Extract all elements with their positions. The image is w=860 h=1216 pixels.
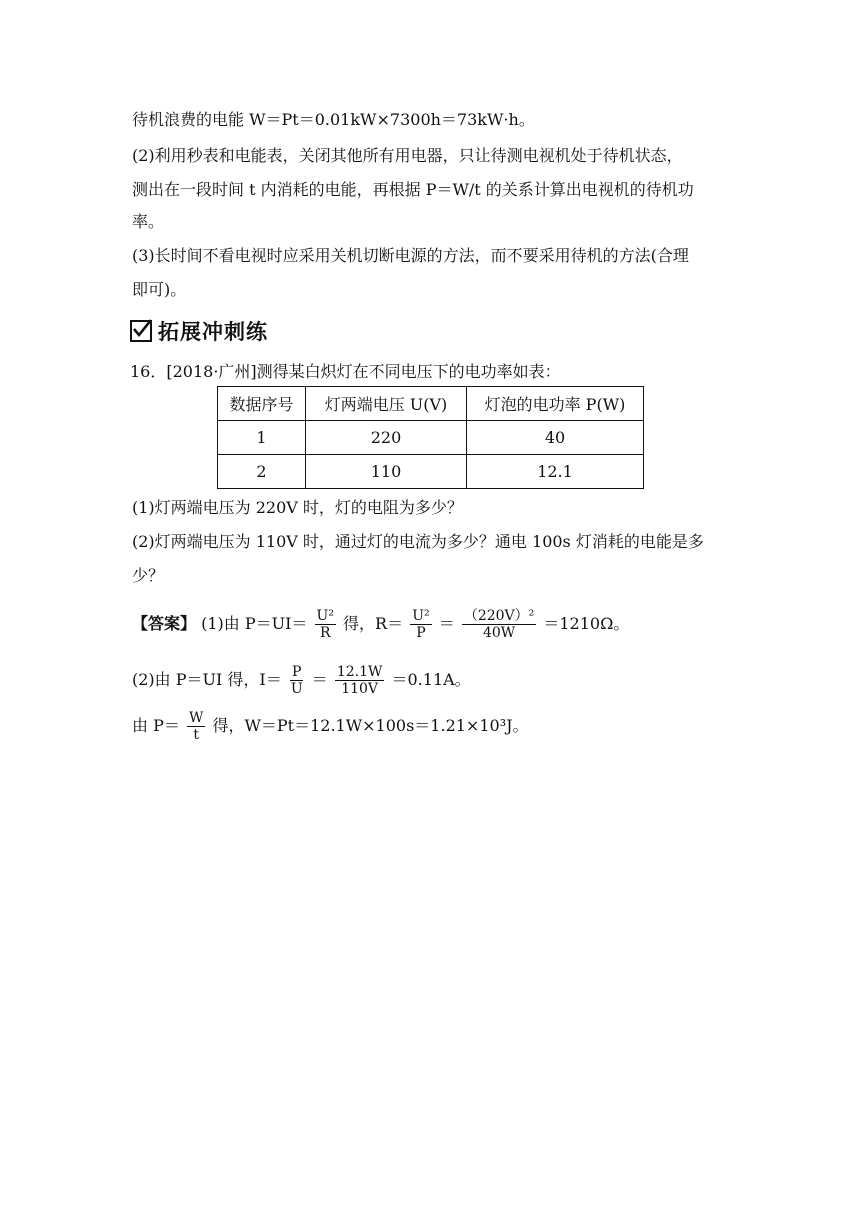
prev-answer-line-1: 待机浪费的电能 W＝Pt＝0.01kW×7300h＝73kW·h。 <box>132 110 535 129</box>
prev-answer-line-5: (3)长时间不看电视时应采用关机切断电源的方法，而不要采用待机的方法(合理 <box>132 246 689 265</box>
fraction: $\frac{\text{U²}}{P}$ <box>412 608 430 641</box>
fraction: $\frac{P}{U}$ <box>290 664 303 697</box>
table-cell: 12.1 <box>467 455 644 489</box>
answer-1-mid: 得，R＝ <box>343 614 404 633</box>
table-row <box>218 455 644 489</box>
answer-line-1: 【答案】 (1)由 P＝UI＝ $\frac{\text{U²}}{R}$ 得，R＝ $\frac{\text{U²}}{P}$ ＝ $\frac{\text{（220V）²}}{40W}$ ＝1210Ω。 <box>132 608 630 641</box>
section-heading <box>130 316 268 346</box>
data-table <box>217 386 644 489</box>
table-cell: 2 <box>218 455 306 489</box>
fraction: $\frac{W}{t}$ <box>188 710 204 743</box>
answer-2-prefix: (2)由 P＝UI 得，I＝ <box>132 670 282 689</box>
fraction: $\frac{\text{U²}}{R}$ <box>316 608 334 641</box>
table-header-cell: 数据序号 <box>218 387 306 421</box>
fraction: $\frac{\text{（220V）²}}{40W}$ <box>463 608 535 641</box>
table-cell: 40 <box>467 421 644 455</box>
prev-answer-line-6: 即可)。 <box>132 280 187 299</box>
answer-label: 【答案】 <box>132 614 197 633</box>
question-intro: 16．[2018·广州]测得某白炽灯在不同电压下的电功率如表： <box>130 362 561 381</box>
answer-1-prefix: (1)由 P＝UI＝ <box>201 614 308 633</box>
prev-answer-line-3: 测出在一段时间 t 内消耗的电能，再根据 P＝W/t 的关系计算出电视机的待机功 <box>132 180 694 199</box>
answer-3-result: 得，W＝Pt＝12.1W×100s＝1.21×10³J。 <box>212 716 529 735</box>
section-title: 拓展冲刺练 <box>158 320 268 344</box>
checkbox-icon <box>130 320 152 342</box>
table-cell: 1 <box>218 421 306 455</box>
question-part-2-line-1: (2)灯两端电压为 110V 时，通过灯的电流为多少？通电 100s 灯消耗的电能是多 <box>132 532 704 551</box>
question-part-1: (1)灯两端电压为 220V 时，灯的电阻为多少？ <box>132 498 463 517</box>
table-header-cell: 灯两端电压 U(V) <box>306 387 467 421</box>
table-cell: 110 <box>306 455 467 489</box>
table-header-row <box>218 387 644 421</box>
table-row <box>218 421 644 455</box>
answer-line-3 <box>132 706 529 746</box>
answer-3-prefix: 由 P＝ <box>132 716 180 735</box>
answer-2-result: ＝0.11A。 <box>391 670 471 689</box>
answer-1-result: ＝1210Ω。 <box>543 614 630 633</box>
prev-answer-line-4: 率。 <box>132 212 165 231</box>
table-header-cell: 灯泡的电功率 P(W) <box>467 387 644 421</box>
table-cell: 220 <box>306 421 467 455</box>
question-part-2-line-2: 少？ <box>132 566 165 585</box>
answer-line-2: (2)由 P＝UI 得，I＝ $\frac{P}{U}$ ＝ $\frac{12.1W}{110V}$ ＝0.11A。 <box>132 664 471 697</box>
fraction: $\frac{12.1W}{110V}$ <box>336 664 383 697</box>
prev-answer-line-2: (2)利用秒表和电能表，关闭其他所有用电器，只让待测电视机处于待机状态， <box>132 146 683 165</box>
